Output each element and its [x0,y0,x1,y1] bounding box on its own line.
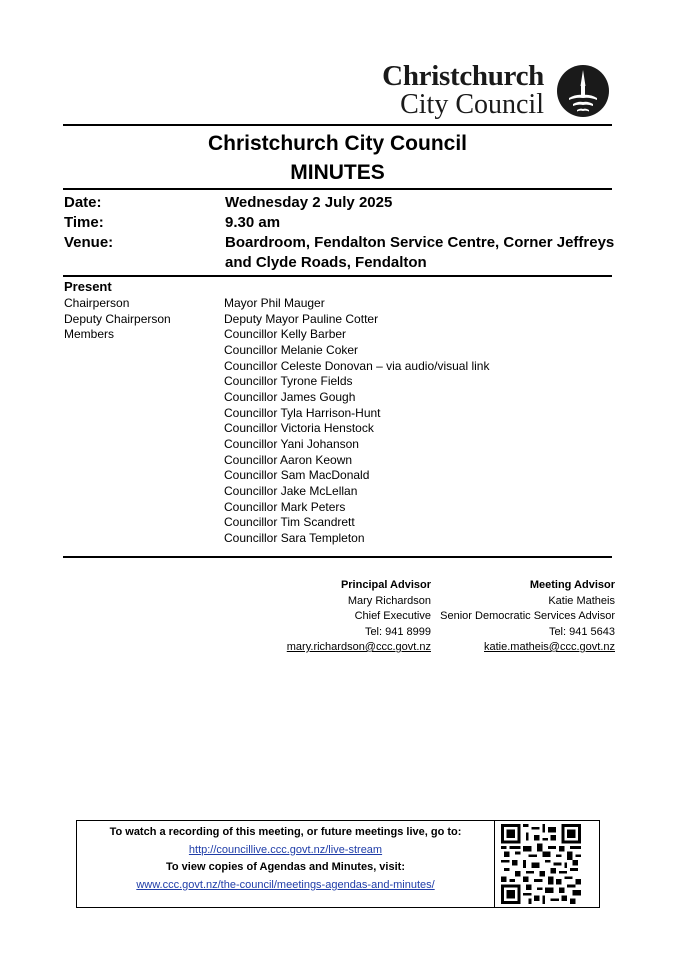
venue-value: Boardroom, Fendalton Service Centre, Corner Jeffreys and Clyde Roads, Fendalton [225,234,615,271]
agenda-instructions: To view copies of Agendas and Minutes, visit: [166,861,405,873]
meeting-advisor-title: Senior Democratic Services Advisor [440,610,615,622]
attendee-item: Councillor Melanie Coker [224,342,359,357]
meeting-advisor-block [440,578,615,656]
attendee-item: Councillor Aaron Keown [224,452,353,467]
header-rule [63,124,612,126]
attendee-item: Councillor Jake McLellan [224,483,358,498]
time-label: Time: [64,214,104,231]
attendee-list [224,296,489,547]
info-box-text [77,824,494,894]
chairperson-role: Chairperson [64,296,130,310]
members-role: Members [64,327,115,341]
attendee-item: Deputy Mayor Pauline Cotter [224,311,379,326]
cathedral-emblem-icon [556,64,610,118]
date-label: Date: [64,194,102,211]
livestream-info-box [76,820,600,908]
title-rule [63,188,612,190]
meeting-advisor-name: Katie Matheis [548,594,615,607]
agendas-minutes-link[interactable]: www.ccc.govt.nz/the-council/meetings-agendas-and-minutes/ [136,878,435,891]
principal-advisor-tel: Tel: 941 8999 [364,625,431,638]
time-value: 9.30 am [225,214,281,231]
attendee-item: Councillor Victoria Henstock [224,421,374,436]
council-name-heading: Christchurch City Council [207,132,468,155]
attendee-item: Councillor James Gough [224,389,356,404]
principal-advisor-name: Mary Richardson [347,594,431,607]
council-logo [374,62,610,120]
logo-wordmark [382,62,544,119]
qr-code-icon [501,824,581,904]
attendee-item: Councillor Celeste Donovan – via audio/visual link [224,358,490,373]
principal-advisor-heading: Principal Advisor [340,579,431,591]
logo-line-2: City Council [400,89,544,120]
attendee-item: Councillor Tyla Harrison-Hunt [224,405,381,420]
details-rule [63,275,612,277]
date-value: Wednesday 2 July 2025 [225,194,393,211]
meeting-advisor-heading: Meeting Advisor [529,579,615,591]
logo-line-1: Christchurch [382,60,544,92]
meeting-advisor-email-link[interactable]: katie.matheis@ccc.govt.nz [484,641,615,653]
venue-label: Venue: [64,234,114,251]
principal-advisor-email-link[interactable]: mary.richardson@ccc.govt.nz [286,641,431,653]
attendee-item: Councillor Mark Peters [224,499,346,514]
attendee-item: Mayor Phil Mauger [224,296,325,310]
attendee-item: Councillor Tim Scandrett [224,515,355,530]
principal-advisor-title: Chief Executive [354,610,431,622]
attendee-item: Councillor Kelly Barber [224,327,347,342]
principal-advisor-block [287,578,431,656]
info-box-divider [494,821,495,907]
meeting-advisor-tel: Tel: 941 5643 [548,625,615,638]
document-type-heading: MINUTES [290,161,385,184]
attendee-item: Councillor Yani Johanson [224,436,359,451]
present-rule [63,556,612,558]
watch-instructions: To watch a recording of this meeting, or future meetings live, go to: [109,826,462,838]
attendee-item: Councillor Sam MacDonald [224,468,370,483]
deputy-chairperson-role: Deputy Chairperson [64,312,171,326]
livestream-link[interactable]: http://councillive.ccc.govt.nz/live-stream [188,843,383,856]
attendee-item: Councillor Tyrone Fields [224,374,353,389]
present-heading: Present [64,279,112,294]
attendee-item: Councillor Sara Templeton [224,530,365,545]
